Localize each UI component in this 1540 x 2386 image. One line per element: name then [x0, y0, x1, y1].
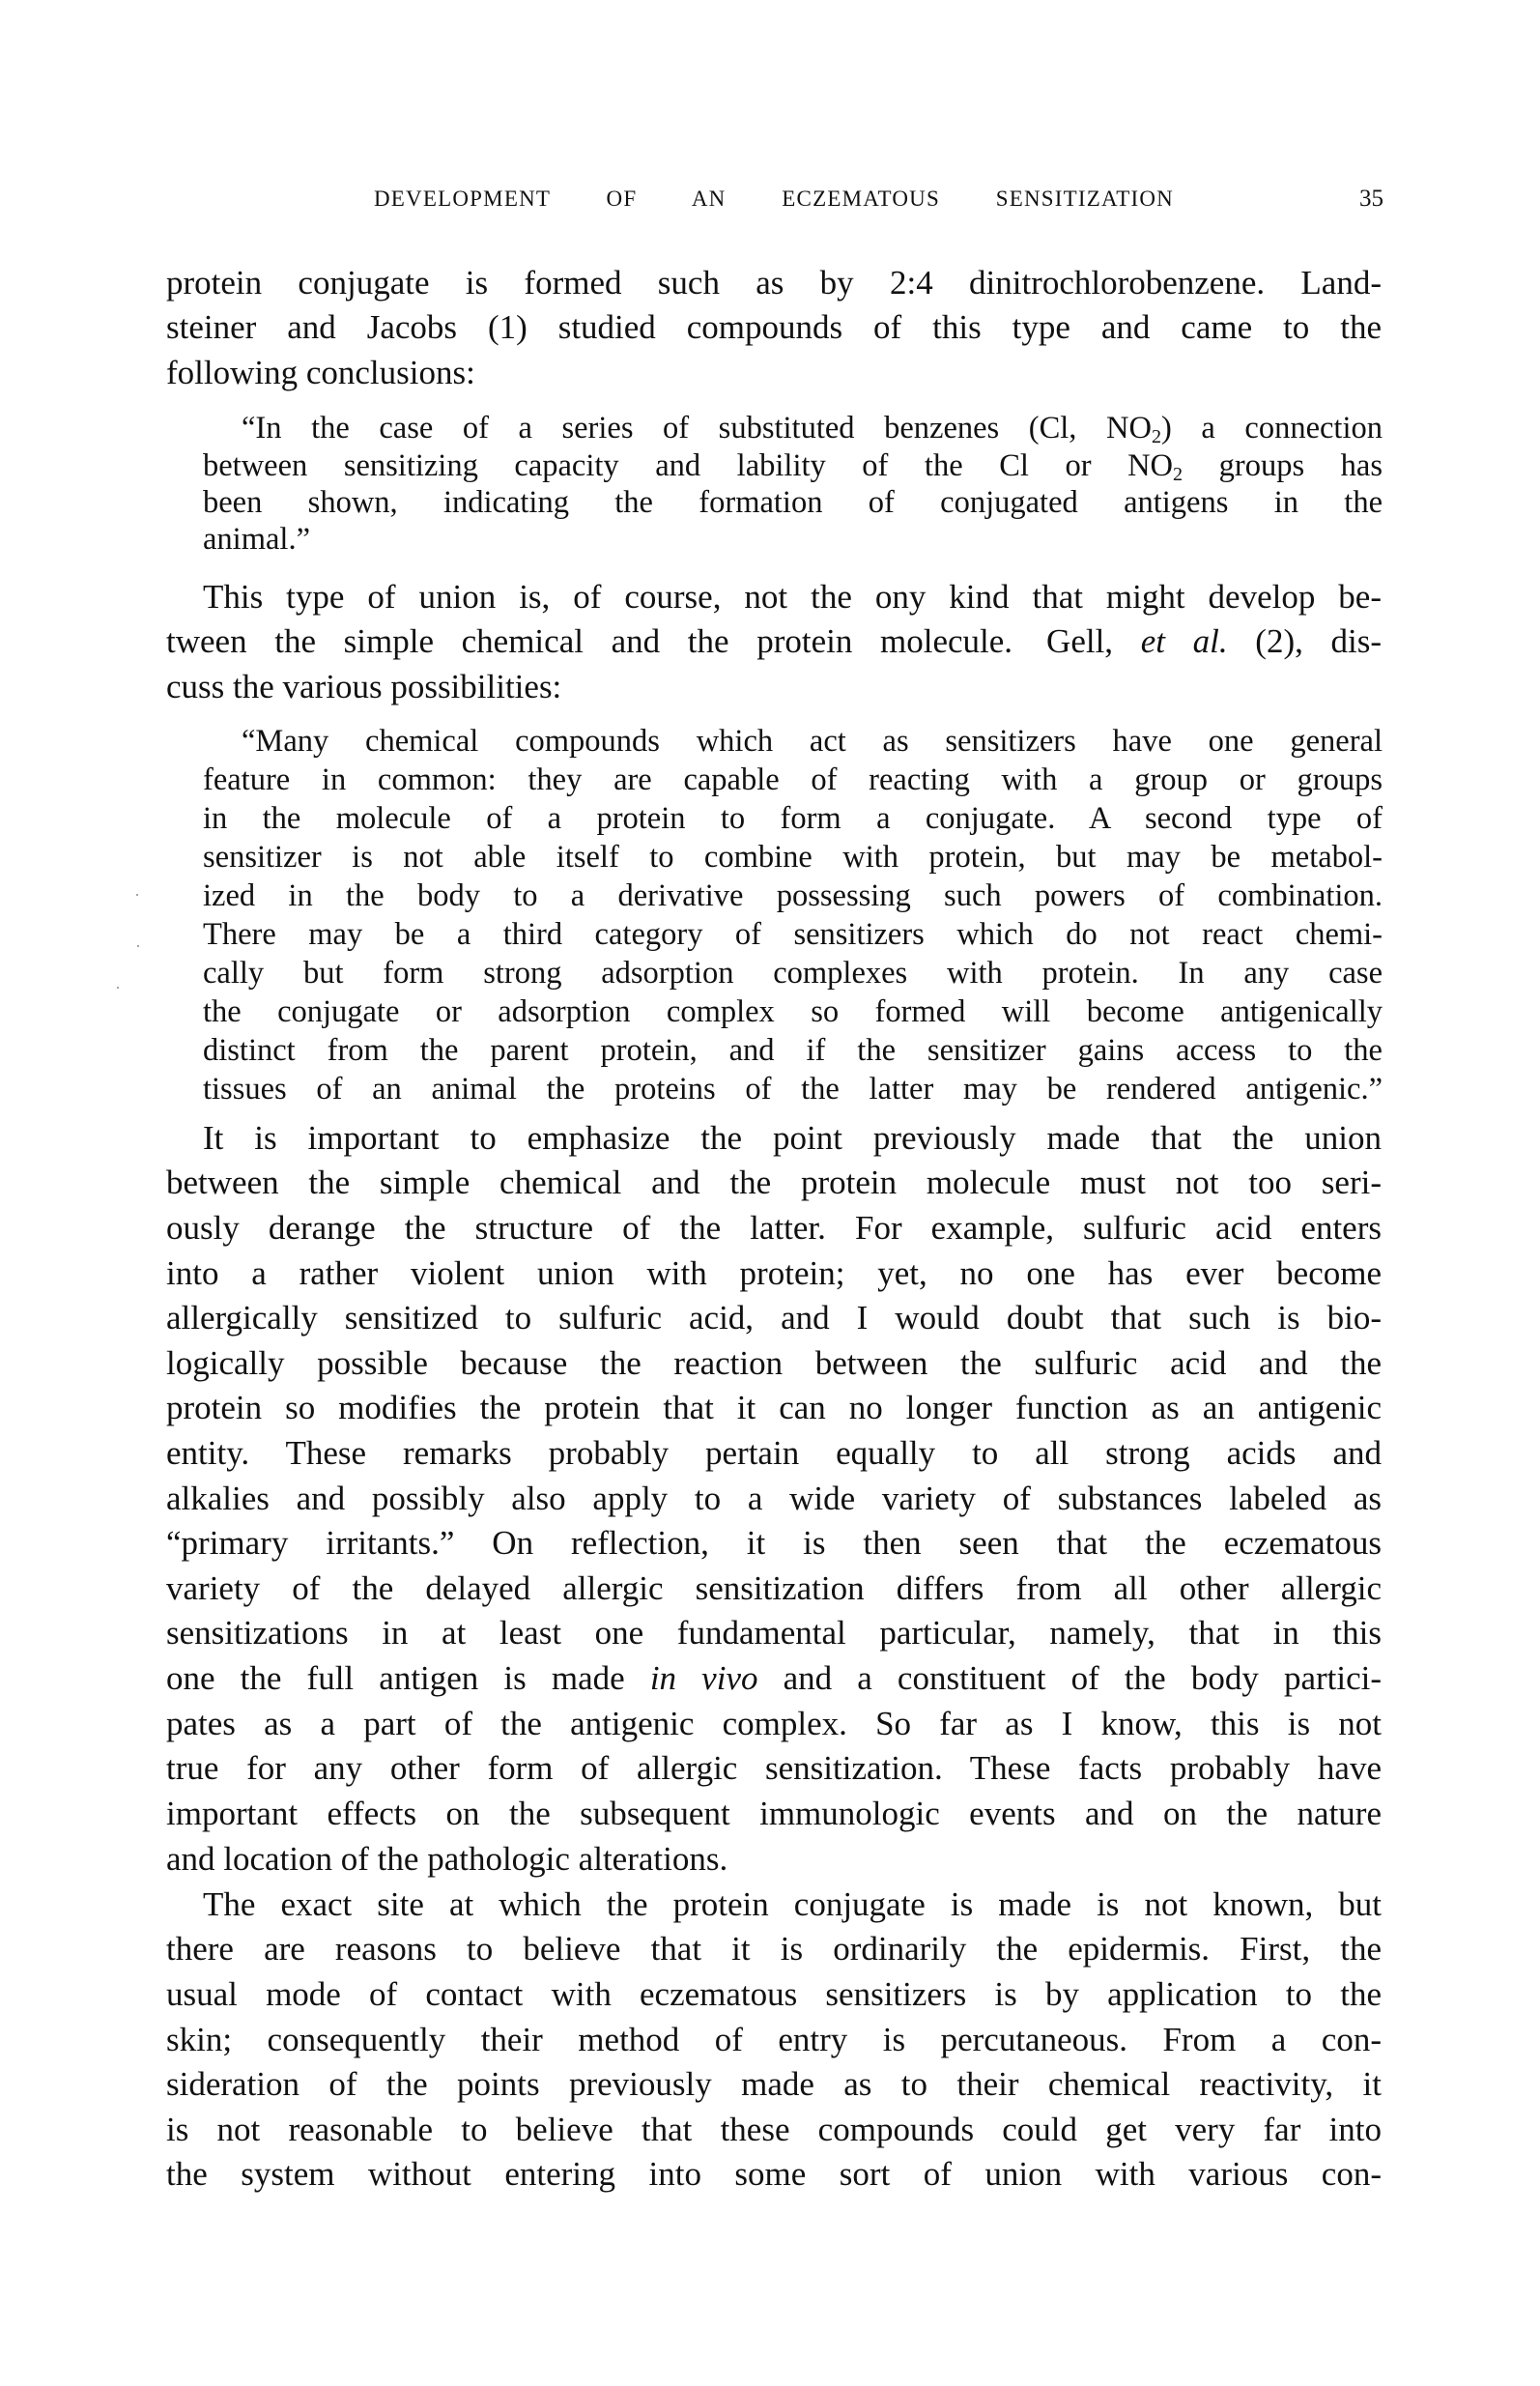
page-number: 35	[1359, 186, 1383, 212]
subscript: 2	[1151, 426, 1162, 448]
subscript: 2	[1173, 464, 1184, 486]
scan-speck	[117, 987, 119, 989]
text-line: important effects on the subsequent immunologic events and on the nature	[166, 1795, 1382, 1832]
quote-line: in the molecule of a protein to form a conjugate. A second type of	[203, 801, 1383, 836]
quote-line: feature in common: they are capable of reacting with a group or groups	[203, 762, 1383, 797]
quote-line	[242, 409, 1383, 447]
text-line	[166, 1656, 1382, 1701]
scan-speck	[136, 894, 138, 896]
quote-text: ) a connection	[1161, 411, 1383, 446]
running-head-title: DEVELOPMENT OF AN ECZEMATOUS SENSITIZATION	[374, 187, 1174, 211]
text-line: following conclusions:	[166, 354, 475, 391]
text-line: protein conjugate is formed such as by 2:4 dinitrochlorobenzene. Land-	[166, 264, 1382, 302]
scan-speck	[137, 945, 139, 947]
quote-line: animal.”	[203, 522, 310, 557]
quote-line: “Many chemical compounds which act as sensitizers have one general	[242, 724, 1383, 759]
text-line: allergically sensitized to sulfuric acid, and I would doubt that such is bio-	[166, 1299, 1382, 1337]
text-line: there are reasons to believe that it is ordinarily the epidermis. First, the	[166, 1930, 1382, 1968]
quote-line: the conjugate or adsorption complex so formed will become antigenically	[203, 994, 1383, 1029]
text-line: logically possible because the reaction between the sulfuric acid and the	[166, 1344, 1382, 1382]
text-line: pates as a part of the antigenic complex. So far as I know, this is not	[166, 1705, 1382, 1742]
quote-text: groups has	[1183, 448, 1383, 483]
text-line: the system without entering into some sort of union with various con-	[166, 2155, 1382, 2193]
text-line: ously derange the structure of the latter. For example, sulfuric acid enters	[166, 1209, 1382, 1247]
quote-line: cally but form strong adsorption complexes with protein. In any case	[203, 956, 1383, 991]
quote-line	[203, 446, 1383, 485]
text-span: (2), dis-	[1227, 622, 1383, 660]
text-line: true for any other form of allergic sensitization. These facts probably have	[166, 1749, 1382, 1787]
text-span: one the full antigen is made	[166, 1659, 650, 1697]
quote-line: been shown, indicating the formation of conjugated antigens in the	[203, 485, 1383, 520]
quote-line: tissues of an animal the proteins of the latter may be rendered antigenic.”	[203, 1072, 1383, 1107]
quote-line: sensitizer is not able itself to combine with protein, but may be metabol-	[203, 840, 1383, 875]
text-line: between the simple chemical and the protein molecule must not too seri-	[166, 1164, 1382, 1201]
text-line: is not reasonable to believe that these compounds could get very far into	[166, 2111, 1382, 2148]
quote-line: ized in the body to a derivative possessing such powers of combination.	[203, 878, 1383, 913]
italic-text: in vivo	[649, 1659, 758, 1697]
italic-text: et al.	[1140, 622, 1228, 660]
text-line: cuss the various possibilities:	[166, 668, 562, 705]
text-line: usual mode of contact with eczematous sensitizers is by application to the	[166, 1975, 1382, 2013]
text-line	[166, 619, 1382, 664]
text-line: into a rather violent union with protein; yet, no one has ever become	[166, 1254, 1382, 1292]
text-line: This type of union is, of course, not the ony kind that might develop be-	[203, 578, 1382, 616]
quote-text: “In the case of a series of substituted benzenes (Cl, NO	[242, 411, 1152, 446]
text-line: entity. These remarks probably pertain equally to all strong acids and	[166, 1434, 1382, 1472]
text-line: steiner and Jacobs (1) studied compounds of this type and came to the	[166, 308, 1382, 346]
text-line: “primary irritants.” On reflection, it is then seen that the eczematous	[166, 1524, 1382, 1562]
text-line: sideration of the points previously made as to their chemical reactivity, it	[166, 2065, 1382, 2103]
quote-line: There may be a third category of sensitizers which do not react chemi-	[203, 917, 1383, 952]
text-line: and location of the pathologic alterations.	[166, 1840, 728, 1878]
text-line: alkalies and possibly also apply to a wide variety of substances labeled as	[166, 1480, 1382, 1517]
quote-text: between sensitizing capacity and lability of the Cl or NO	[203, 448, 1174, 483]
text-line: It is important to emphasize the point previously made that the union	[203, 1119, 1382, 1157]
text-line: variety of the delayed allergic sensitization differs from all other allergic	[166, 1569, 1382, 1607]
text-line: protein so modifies the protein that it can no longer function as an antigenic	[166, 1389, 1382, 1426]
quote-line: distinct from the parent protein, and if the sensitizer gains access to the	[203, 1033, 1383, 1068]
text-line: skin; consequently their method of entry is percutaneous. From a con-	[166, 2021, 1382, 2058]
text-span: and a constituent of the body partici-	[757, 1659, 1382, 1697]
text-line: sensitizations in at least one fundamental particular, namely, that in this	[166, 1614, 1382, 1652]
text-line: The exact site at which the protein conjugate is made is not known, but	[203, 1885, 1382, 1923]
text-span: tween the simple chemical and the protein molecule. Gell,	[166, 622, 1141, 660]
